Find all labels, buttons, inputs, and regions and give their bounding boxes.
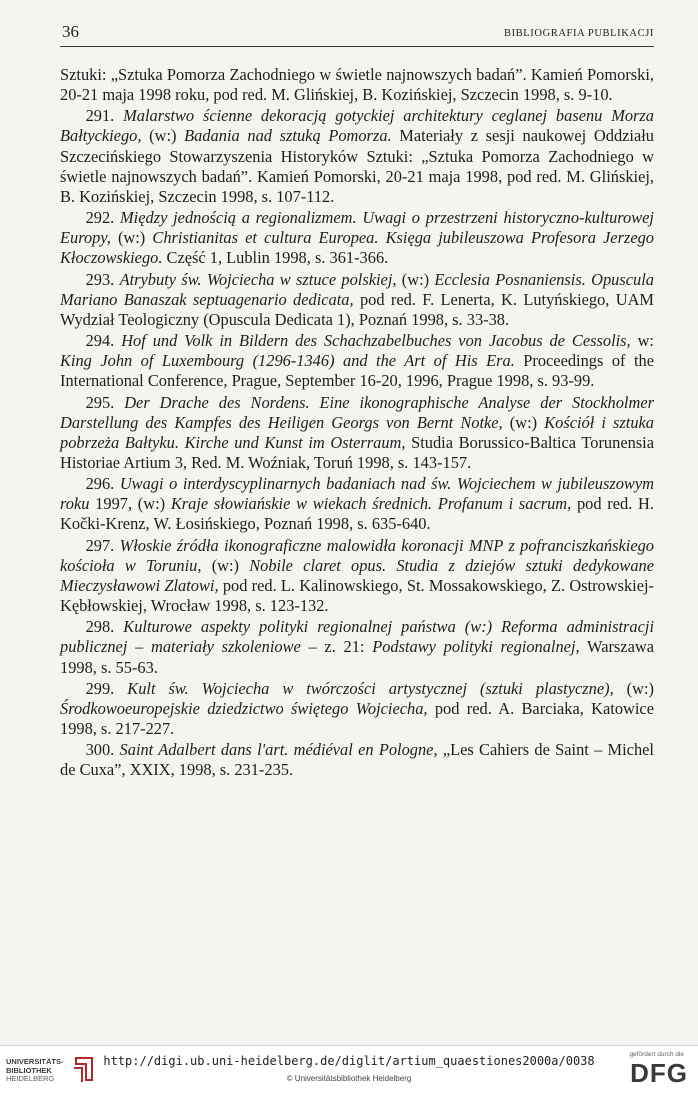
bibliography-entry-298: 298. Kulturowe aspekty polityki regionalnej państwa (w:) Reforma administracji publicznej – materiały szkoleniowe – z. 21: Podstawy polityki regionalnej, Warszawa 1998, s. 55-63. xyxy=(60,617,654,677)
bibliography-entry-295: 295. Der Drache des Nordens. Eine ikonographische Analyse der Stockholmer Darstellung des Kampfes des Heiligen Georgs von Bernt Notke, (w:) Kościół i sztuka pobrzeża Bałtyku. Kirche und Kunst im Osterraum, Studia Borussico-Baltica Torunensia Historiae Artium 3, Red. M. Woźniak, Toruń 1998, s. 143-157. xyxy=(60,392,654,472)
dfg-logo[interactable]: DFG xyxy=(630,1058,688,1088)
bibliography-entry-299: 299. Kult św. Wojciecha w twórczości artystycznej (sztuki plastyczne), (w:) Środkowoeuropejskie dziedzictwo świętego Wojciecha, pod red. A. Barciaka, Katowice 1998, s. 217-227. xyxy=(60,678,654,738)
bibliography-entry-291: 291. Malarstwo ścienne dekoracją gotyckiej architektury ceglanej basenu Morza Bałtyckiego, (w:) Badania nad sztuką Pomorza. Materiały z sesji naukowej Oddziału Szczecińskiego Stowarzyszenia Historyków Sztuki: „Sztuka Pomorza Zachodniego w świetle najnowszych badań”. Kamień Pomorski, 20-21 maja 1998, pod red. M. Glińskiej, B. Kozińskiej, Szczecin 1998, s. 107-112. xyxy=(60,106,654,206)
bibliography-entry-296: 296. Uwagi o interdyscyplinarnych badaniach nad św. Wojciechem w jubileuszowym roku 1997, (w:) Kraje słowiańskie w wiekach średnich. Profanum i sacrum, pod red. H. Kočki-Krenz, W. Łosińskiego, Poznań 1998, s. 635-640. xyxy=(60,474,654,534)
page-number: 36 xyxy=(62,22,79,41)
entry-continuation: Sztuki: „Sztuka Pomorza Zachodniego w świetle najnowszych badań”. Kamień Pomorski, 20-21 maja 1998 roku, pod red. M. Glińskiej, B. Kozińskiej, Szczecin 1998, s. 9-10. xyxy=(60,65,654,105)
funding-note: gefördert durch die xyxy=(629,1051,684,1058)
page-header xyxy=(60,22,654,47)
university-library-logo[interactable]: UNIVERSITÄTS- BIBLIOTHEK HEIDELBERG xyxy=(6,1057,64,1084)
running-head: BIBLIOGRAFIA PUBLIKACJI xyxy=(503,28,654,39)
permalink-url[interactable]: http://digi.ub.uni-heidelberg.de/diglit/artium_quaestiones2000a/0038 xyxy=(103,1054,595,1068)
bibliography-entry-297: 297. Włoskie źródła ikonograficzne malowidła koronacji MNP z pofranciszkańskiego kościoła w Toruniu, (w:) Nobile claret opus. Studia z dziejów sztuki dedykowane Mieczysławowi Zlatowi, pod red. L. Kalinowskiego, St. Mossakowskiego, Z. Ostrowskiej-Kębłowskiej, Wrocław 1998, s. 123-132. xyxy=(60,535,655,616)
bibliography-entry-294: 294. Hof und Volk in Bildern des Schachzabelbuches von Jacobus de Cessolis, w: King John of Luxembourg (1296-1346) and the Art of His Era. Proceedings of the International Conference, Prague, September 16-20, 1996, Prague 1998, s. 93-99. xyxy=(60,331,654,391)
bibliography-entry-292: 292. Między jednością a regionalizmem. Uwagi o przestrzeni historyczno-kulturowej Europy, (w:) Christianitas et cultura Europea. Księga jubileuszowa Profesora Jerzego Kłoczowskiego. Część 1, Lublin 1998, s. 361-366. xyxy=(60,208,654,268)
bibliography-list xyxy=(60,65,654,780)
bibliography-entry-293: 293. Atrybuty św. Wojciecha w sztuce polskiej, (w:) Ecclesia Posnaniensis. Opuscula Mariano Banaszak septuagenario dedicata, pod red. F. Lenerta, K. Lutyńskiego, UAM Wydział Teologiczny (Opuscula Dedicata 1), Poznań 1998, s. 33-38. xyxy=(60,269,654,329)
bibliography-entry-300: 300. Saint Adalbert dans l'art. médiéval en Pologne, „Les Cahiers de Saint – Michel de Cuxa”, XXIX, 1998, s. 231-235. xyxy=(60,740,654,780)
copyright-notice: © Universitätsbibliothek Heidelberg xyxy=(286,1074,412,1083)
viewer-footer xyxy=(0,1045,698,1094)
